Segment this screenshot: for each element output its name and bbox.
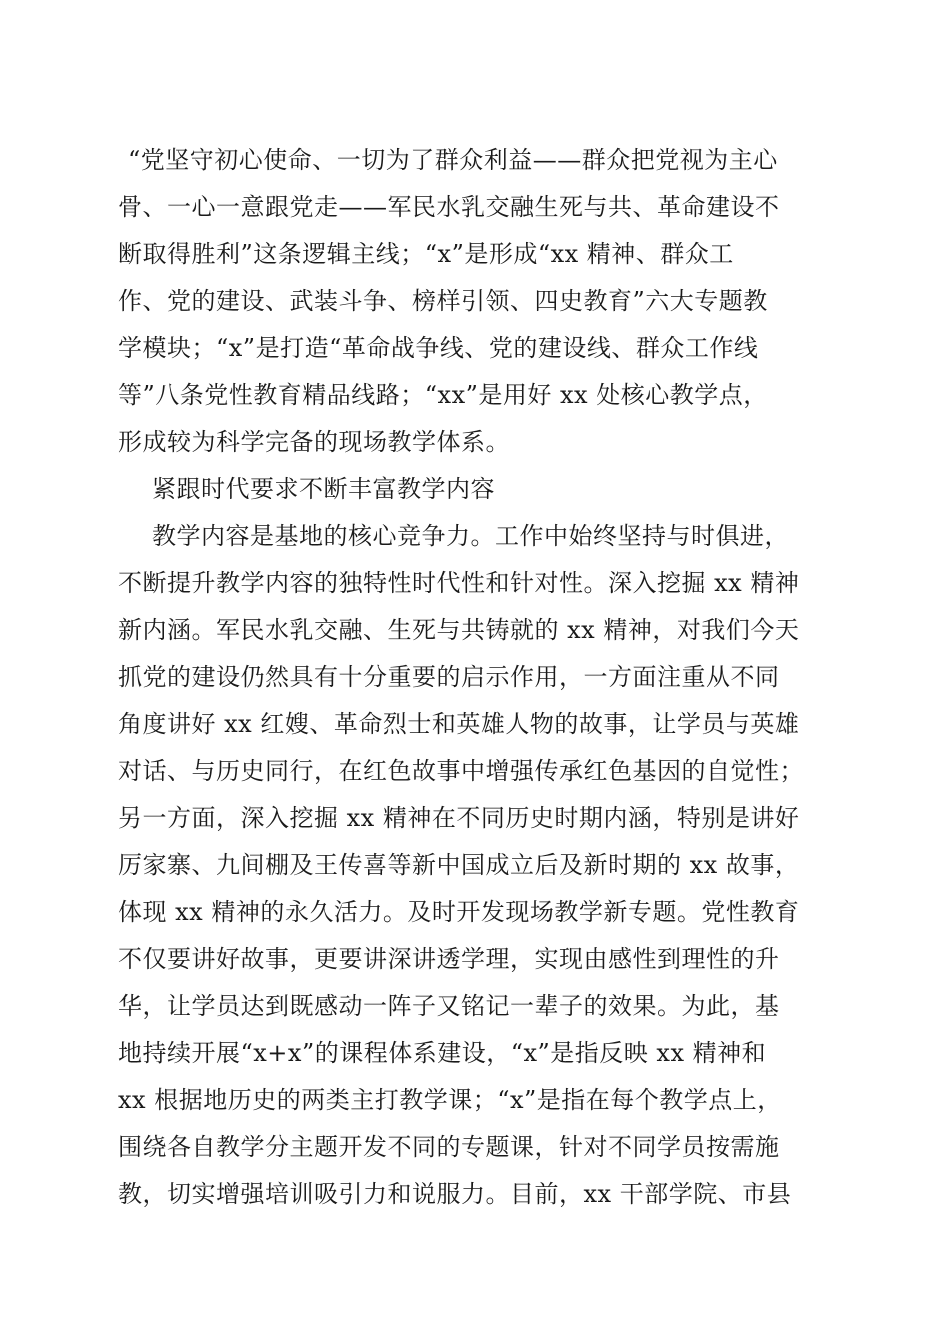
text-line: 另一方面，深入挖掘 xx 精神在不同历史时期内涵，特别是讲好 [118,804,800,832]
text-line: 不仅要讲好故事，更要讲深讲透学理，实现由感性到理性的升 [118,945,780,973]
text-line: 骨、一心一意跟党走——军民水乳交融生死与共、革命建设不 [118,193,780,221]
text-line: 地持续开展“x+x”的课程体系建设，“x”是指反映 xx 精神和 [118,1039,767,1067]
text-line: 华，让学员达到既感动一阵子又铭记一辈子的效果。为此，基 [118,992,780,1020]
text-line: 不断提升教学内容的独特性时代性和针对性。深入挖掘 xx 精神 [118,569,800,597]
text-line: 教学内容是基地的核心竞争力。工作中始终坚持与时俱进， [152,522,789,550]
text-line: xx 根据地历史的两类主打教学课；“x”是指在每个教学点上， [118,1086,782,1114]
section-heading: 紧跟时代要求不断丰富教学内容 [152,475,495,503]
text-line: 学模块；“x”是打造“革命战争线、党的建设线、群众工作线 [118,334,759,362]
text-line: 等”八条党性教育精品线路；“xx”是用好 xx 处核心教学点， [118,381,768,409]
text-line: 围绕各自教学分主题开发不同的专题课，针对不同学员按需施 [118,1133,780,1161]
text-line: 教，切实增强培训吸引力和说服力。目前，xx 干部学院、市县 [118,1180,792,1208]
text-line: 厉家寨、九间棚及王传喜等新中国成立后及新时期的 xx 故事， [118,851,800,879]
text-line: 作、党的建设、武装斗争、榜样引领、四史教育”六大专题教 [118,287,768,315]
text-line: 形成较为科学完备的现场教学体系。 [118,428,510,456]
text-line: 断取得胜利”这条逻辑主线；“x”是形成“xx 精神、群众工 [118,240,734,268]
text-line: 体现 xx 精神的永久活力。及时开发现场教学新专题。党性教育 [118,898,800,926]
text-line: 新内涵。军民水乳交融、生死与共铸就的 xx 精神，对我们今天 [118,616,800,644]
text-line: “党坚守初心使命、一切为了群众利益——群众把党视为主心 [128,146,778,174]
text-line: 对话、与历史同行，在红色故事中增强传承红色基因的自觉性； [118,757,804,785]
text-line: 角度讲好 xx 红嫂、革命烈士和英雄人物的故事，让学员与英雄 [118,710,800,738]
text-line: 抓党的建设仍然具有十分重要的启示作用，一方面注重从不同 [118,663,780,691]
